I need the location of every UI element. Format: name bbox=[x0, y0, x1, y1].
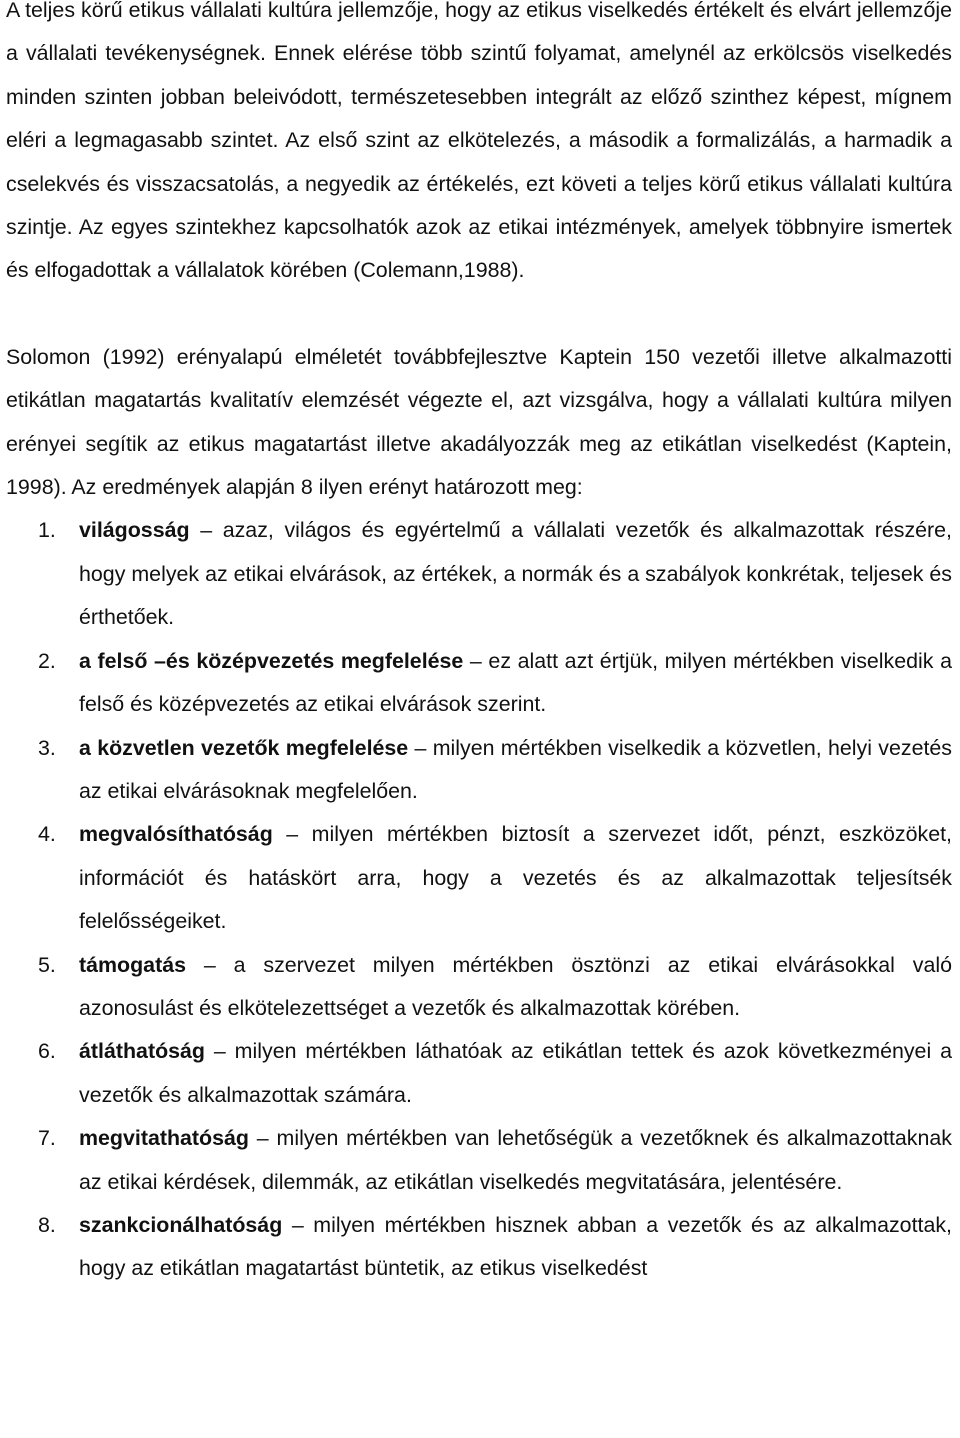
paragraph-kaptein-virtues: Solomon (1992) erényalapú elméletét továbbfejlesztve Kaptein 150 vezetői illetve alkalmazotti etikátlan magatartás kvalitatív elemzését végezte el, azt vizsgálva, hogy a vállalati kultúra milyen erényei segítik az etikus magatartást illetve akadályozzák meg az etikátlan viselkedést (Kaptein, 1998). Az eredmények alapján 8 ilyen erényt határozott meg: bbox=[6, 344, 952, 500]
list-item-text: – milyen mértékben hisznek abban a vezetők és az alkalmazottak, hogy az etikátlan magatartást büntetik, az etikus viselkedést bbox=[79, 1212, 952, 1281]
list-item-text: – milyen mértékben van lehetőségük a vezetőknek és alkalmazottaknak az etikai kérdések, dilemmák, az etikátlan viselkedés megvitatására, jelentésére. bbox=[79, 1126, 952, 1194]
list-item-number: 4. bbox=[38, 822, 56, 847]
list-item-number: 7. bbox=[38, 1126, 56, 1151]
virtues-list bbox=[6, 509, 952, 1290]
list-item bbox=[6, 1117, 952, 1204]
list-item-term: a közvetlen vezetők megfelelése bbox=[79, 735, 409, 760]
list-item-number: 6. bbox=[38, 1039, 56, 1064]
list-item bbox=[6, 813, 952, 943]
list-item-number: 2. bbox=[38, 648, 56, 673]
list-item bbox=[6, 944, 952, 1031]
list-item-term: szankcionálhatóság bbox=[79, 1212, 283, 1237]
list-item bbox=[6, 640, 952, 727]
list-item-term: megvalósíthatóság bbox=[79, 822, 273, 847]
list-item-term: támogatás bbox=[79, 952, 186, 977]
paragraph-ethical-culture: A teljes körű etikus vállalati kultúra jellemzője, hogy az etikus viselkedés értékelt és elvárt jellemzője a vállalati tevékenységnek. Ennek elérése több szintű folyamat, amelynél az erkölcsös viselkedés minden szinten jobban beleivódott, természetesebben integrált az előző szinthez képest, mígnem eléri a legmagasabb szintet. Az első szint az elkötelezés, a második a formalizálás, a harmadik a cselekvés és visszacsatolás, a negyedik az értékelés, ezt követi a teljes körű etikus vállalati kultúra szintje. Az egyes szintekhez kapcsolhatók azok az etikai intézmények, amelyek többnyire ismertek és elfogadottak a vállalatok körében (Colemann,1988). bbox=[6, 0, 952, 283]
list-item-text: – a szervezet milyen mértékben ösztönzi az etikai elvárásokkal való azonosulást és elkötelezettséget a vezetők és alkalmazottak körében. bbox=[79, 952, 952, 1020]
list-item bbox=[6, 1204, 952, 1291]
document-page bbox=[6, 0, 952, 1291]
list-item-term: megvitathatóság bbox=[79, 1126, 249, 1151]
list-item-text: – azaz, világos és egyértelmű a vállalati vezetők és alkalmazottak részére, hogy melyek az etikai elvárások, az értékek, a normák és a szabályok konkrétak, teljesek és érthetőek. bbox=[79, 518, 952, 630]
list-item bbox=[6, 727, 952, 814]
list-item-term: átláthatóság bbox=[79, 1039, 205, 1064]
list-item-text: – milyen mértékben láthatóak az etikátlan tettek és azok következményei a vezetők és alkalmazottak számára. bbox=[79, 1039, 952, 1107]
list-item-number: 1. bbox=[38, 518, 56, 543]
list-item-term: világosság bbox=[79, 518, 190, 543]
list-item-text: – milyen mértékben biztosít a szervezet időt, pénzt, eszközöket, információt és hatáskört arra, hogy a vezetés és az alkalmazottak teljesítsék felelősségeiket. bbox=[79, 822, 952, 934]
list-item bbox=[6, 1030, 952, 1117]
list-item-term: a felső –és középvezetés megfelelése bbox=[79, 648, 464, 673]
list-item-text: – milyen mértékben viselkedik a közvetlen, helyi vezetés az etikai elvárásoknak megfelelően. bbox=[79, 735, 952, 803]
list-item bbox=[6, 509, 952, 639]
paragraph-gap bbox=[6, 293, 952, 336]
list-item-number: 8. bbox=[38, 1212, 56, 1237]
list-item-number: 5. bbox=[38, 952, 56, 977]
list-item-number: 3. bbox=[38, 735, 56, 760]
list-item-text: – ez alatt azt értjük, milyen mértékben viselkedik a felső és középvezetés az etikai elvárások szerint. bbox=[79, 648, 952, 717]
